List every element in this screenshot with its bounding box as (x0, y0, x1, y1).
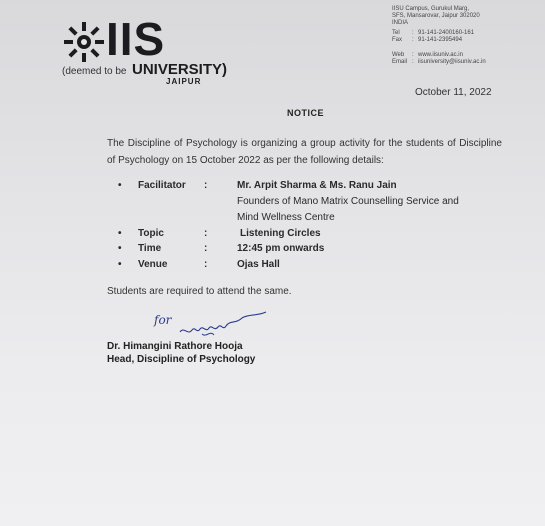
intro-paragraph: The Discipline of Psychology is organizing a group activity for the students of Discipline of Psychology on 15 October 2022 as per the following details: (107, 138, 502, 166)
colon: : (412, 30, 414, 36)
topic-label: Topic (138, 228, 164, 239)
bullet-icon: • (118, 228, 122, 239)
email-label: Email (392, 59, 408, 65)
colon: : (204, 228, 208, 239)
time-value: 12:45 pm onwards (237, 243, 325, 254)
topic-value: Listening Circles (240, 228, 321, 239)
address-line: IISU Campus, Gurukul Marg, (392, 6, 470, 12)
signatory-name: Dr. Himangini Rathore Hooja (107, 341, 243, 352)
web-row (392, 52, 542, 59)
deemed-text: (deemed to be (62, 66, 127, 77)
facilitator-label: Facilitator (138, 180, 186, 191)
bullet-icon: • (118, 259, 122, 270)
venue-label: Venue (138, 259, 168, 270)
brand-wordmark: IIS (106, 13, 166, 65)
address-line: SFS, Mansarovar, Jaipur 302020 (392, 13, 480, 19)
emblem-icon (62, 20, 106, 64)
venue-value: Ojas Hall (237, 259, 280, 270)
closing-text: Students are required to attend the same. (107, 286, 292, 297)
notice-heading: NOTICE (287, 108, 325, 118)
contact-block (392, 30, 542, 66)
colon: : (204, 259, 208, 270)
colon: : (204, 180, 208, 191)
fax-value: 91-141-2395494 (418, 37, 463, 43)
bullet-icon: • (118, 180, 122, 191)
web-label: Web (392, 52, 405, 58)
time-label: Time (138, 243, 162, 254)
notice-date: October 11, 2022 (415, 87, 492, 98)
email-row (392, 59, 542, 66)
university-text: UNIVERSITY) (132, 61, 228, 78)
tel-label: Tel (392, 30, 400, 36)
city-text: JAIPUR (166, 77, 202, 86)
web-value: www.iisuniv.ac.in (418, 52, 463, 58)
facilitator-desc: Mind Wellness Centre (237, 212, 335, 223)
bullet-icon: • (118, 243, 122, 254)
tel-value: 91-141-2400160-161 (418, 30, 475, 36)
signatory-block (107, 340, 255, 366)
university-logo (62, 13, 228, 94)
tel-row (392, 30, 542, 37)
colon: : (204, 243, 208, 254)
signatory-title: Head, Discipline of Psychology (107, 354, 256, 365)
email-value: iisuniversity@iisuniv.ac.in (418, 59, 486, 65)
colon: : (412, 59, 414, 65)
address-block (392, 6, 532, 27)
handwritten-for: for (154, 313, 172, 327)
address-line: INDIA (392, 20, 409, 26)
facilitator-value: Mr. Arpit Sharma & Ms. Ranu Jain (237, 180, 397, 191)
fax-label: Fax (392, 37, 403, 43)
colon: : (412, 52, 414, 58)
fax-row (392, 37, 542, 44)
colon: : (412, 37, 414, 43)
facilitator-desc: Founders of Mano Matrix Counselling Service and (237, 196, 459, 207)
